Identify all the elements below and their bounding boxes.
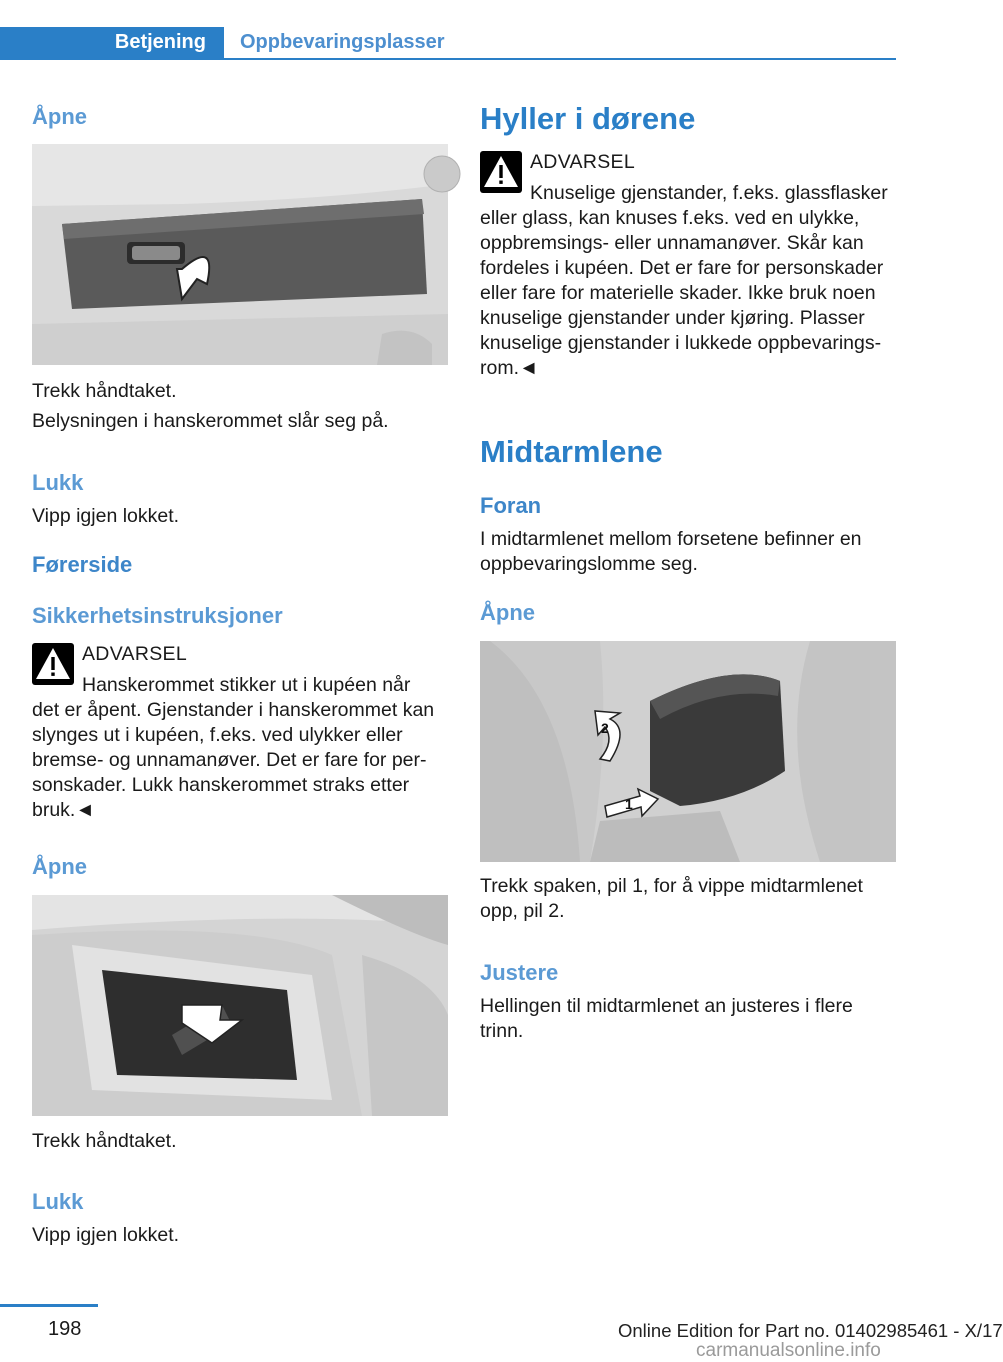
warning-title: ADVARSEL bbox=[530, 151, 635, 173]
heading-close-2: Lukk bbox=[32, 1189, 84, 1214]
armrest-image bbox=[480, 641, 896, 862]
warning-triangle-icon bbox=[32, 643, 74, 685]
heading-front: Foran bbox=[480, 493, 542, 518]
warning-line: rom.◄ bbox=[480, 357, 539, 379]
warning-line: knuselige gjenstander under kjøring. Plasser bbox=[480, 307, 865, 329]
text-lever-line: Trekk spaken, pil 1, for å vippe midtarmlenet bbox=[480, 875, 863, 897]
heading-armrest: Midtarmlene bbox=[480, 434, 663, 469]
arrow-2-label: 2 bbox=[601, 720, 609, 736]
text-pull-handle-2: Trekk håndtaket. bbox=[32, 1130, 177, 1152]
warning-line: eller fare for materielle skader. Ikke bruk noen bbox=[480, 282, 876, 304]
text-pull-handle: Trekk håndtaket. bbox=[32, 380, 177, 402]
tab-section[interactable]: Betjening bbox=[0, 27, 224, 60]
page-number: 198 bbox=[48, 1318, 82, 1340]
text-lever-line: opp, pil 2. bbox=[480, 900, 565, 922]
text-lighting: Belysningen i hanskerommet slår seg på. bbox=[32, 410, 389, 432]
warning-line: oppbremsings- eller unnamanøver. Skår kan bbox=[480, 232, 864, 254]
arrow-1-label: 1 bbox=[625, 796, 633, 812]
warning-fragile bbox=[480, 151, 896, 381]
heading-close-1: Lukk bbox=[32, 470, 84, 495]
warning-line: Hanskerommet stikker ut i kupéen når bbox=[82, 674, 411, 696]
warning-triangle-icon bbox=[480, 151, 522, 193]
heading-open-armrest: Åpne bbox=[480, 600, 535, 625]
glovebox-image-2 bbox=[32, 895, 448, 1116]
text-adjust-line: trinn. bbox=[480, 1020, 524, 1042]
tab-chapter[interactable]: Oppbevaringsplasser bbox=[240, 31, 445, 53]
header-rule bbox=[224, 58, 896, 60]
footer-rule bbox=[0, 1304, 98, 1307]
heading-open-2: Åpne bbox=[32, 854, 87, 879]
heading-adjust: Justere bbox=[480, 960, 559, 985]
warning-line: bruk.◄ bbox=[32, 799, 95, 821]
warning-line: Knuselige gjenstander, f.eks. glassflasker bbox=[530, 182, 888, 204]
warning-line: bremse- og unnamanøver. Det er fare for per‐ bbox=[32, 749, 427, 771]
warning-line: slynges ut i kupéen, f.eks. ved ulykker eller bbox=[32, 724, 403, 746]
heading-door-shelves: Hyller i dørene bbox=[480, 101, 696, 136]
text-front-line: I midtarmlenet mellom forsetene befinner en bbox=[480, 528, 862, 550]
text-front-line: oppbevaringslomme seg. bbox=[480, 553, 698, 575]
glovebox-image-1 bbox=[32, 144, 448, 365]
text-adjust-line: Hellingen til midtarmlenet an justeres i flere bbox=[480, 995, 853, 1017]
heading-safety: Sikkerhetsinstruksjoner bbox=[32, 603, 283, 628]
warning-glovebox bbox=[32, 643, 448, 823]
warning-line: fordeles i kupéen. Det er fare for personskader bbox=[480, 257, 884, 279]
heading-driver-side: Førerside bbox=[32, 552, 133, 577]
warning-line: knuselige gjenstander i lukkede oppbevarings‐ bbox=[480, 332, 882, 354]
watermark: carmanualsonline.info bbox=[696, 1340, 881, 1361]
text-close-2: Vipp igjen lokket. bbox=[32, 1224, 180, 1246]
text-close-1: Vipp igjen lokket. bbox=[32, 505, 180, 527]
heading-open-1: Åpne bbox=[32, 104, 87, 129]
warning-title: ADVARSEL bbox=[82, 643, 187, 665]
warning-line: eller glass, kan knuses f.eks. ved en ulykke, bbox=[480, 207, 860, 229]
page-header bbox=[0, 0, 960, 64]
warning-line: sonskader. Lukk hanskerommet straks etter bbox=[32, 774, 410, 796]
edition-text: Online Edition for Part no. 01402985461 - X/17 bbox=[618, 1320, 1003, 1341]
warning-line: det er åpent. Gjenstander i hanskerommet kan bbox=[32, 699, 435, 721]
